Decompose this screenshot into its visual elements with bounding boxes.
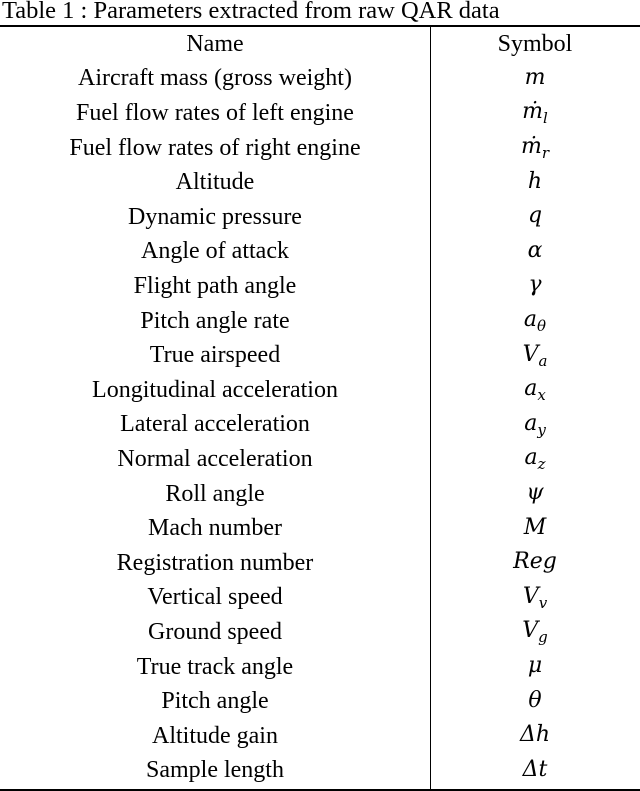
parameter-symbol [430,65,640,93]
table-row [0,62,640,97]
header-symbol: Symbol [497,30,573,57]
parameter-name: Fuel flow rates of left engine [76,99,354,126]
table-row [0,754,640,789]
parameter-name: Aircraft mass (gross weight) [78,65,352,92]
parameter-symbol [430,411,640,439]
symbol-subscript: v [538,593,548,612]
parameter-symbol [430,99,640,127]
symbol-base: ṁ [522,99,544,125]
symbol-base: a [524,410,538,436]
table-row [0,96,640,131]
parameter-symbol [430,618,640,646]
table-row [0,615,640,650]
table-header-row [0,27,640,62]
parameters-table [0,25,640,791]
table-row [0,546,640,581]
parameter-name: Pitch angle rate [140,307,290,334]
parameter-name: Mach number [148,515,282,542]
symbol-subscript: l [543,109,548,128]
symbol-subscript: x [537,386,546,405]
header-name: Name [186,30,244,57]
table-row [0,338,640,373]
table-row [0,304,640,339]
table-row [0,408,640,443]
symbol-base: γ [528,272,542,298]
parameter-symbol [430,653,640,681]
parameter-symbol [430,549,640,577]
parameter-symbol [430,134,640,162]
parameter-symbol [430,307,640,335]
symbol-base: ψ [526,480,544,506]
symbol-base: a [523,307,538,333]
symbol-base: M [523,514,547,540]
table-row [0,165,640,200]
table-caption: Table 1 : Parameters extracted from raw QAR data [2,0,500,24]
symbol-base: θ [528,687,542,713]
parameter-symbol [430,342,640,370]
symbol-base: V [522,583,539,609]
symbol-subscript: θ [537,317,547,336]
parameter-name: Registration number [116,549,314,576]
table-row [0,684,640,719]
parameter-name: Dynamic pressure [128,203,302,230]
parameter-symbol [430,376,640,404]
symbol-subscript: g [538,628,548,647]
symbol-base: α [527,237,543,263]
parameter-symbol [430,169,640,197]
symbol-base: Δh [519,722,551,748]
parameter-name: True track angle [136,653,294,680]
table-row [0,581,640,616]
symbol-subscript: z [537,455,546,474]
parameter-name: Sample length [146,757,284,784]
parameter-symbol [430,445,640,473]
table-row [0,442,640,477]
table-row [0,373,640,408]
parameter-name: Angle of attack [141,238,289,265]
parameter-name: Pitch angle [161,688,269,715]
parameter-symbol [430,584,640,612]
table-row [0,719,640,754]
symbol-base: a [524,376,538,402]
parameter-symbol [430,238,640,266]
symbol-subscript: y [537,420,546,439]
symbol-base: μ [527,653,543,679]
table-row [0,477,640,512]
parameter-symbol [430,515,640,543]
parameter-name: Altitude gain [152,722,278,749]
parameter-name: True airspeed [149,342,281,369]
table-row [0,650,640,685]
parameter-name: Longitudinal acceleration [92,376,338,403]
parameter-symbol [430,272,640,300]
table-row [0,269,640,304]
symbol-base: h [527,168,543,194]
symbol-base: m [524,64,546,90]
symbol-base: V [522,341,539,367]
symbol-subscript: r [541,144,550,163]
parameter-name: Roll angle [165,480,265,507]
symbol-base: a [524,445,538,471]
parameter-symbol [430,480,640,508]
parameter-name: Lateral acceleration [120,411,310,438]
parameter-name: Flight path angle [133,272,297,299]
symbol-base: Reg [513,549,557,575]
parameter-name: Fuel flow rates of right engine [69,134,361,161]
symbol-base: q [527,203,543,229]
table-row [0,200,640,235]
symbol-base: ṁ [520,134,542,160]
table-row [0,235,640,270]
symbol-base: V [522,618,539,644]
parameter-symbol [430,688,640,716]
parameter-name: Ground speed [148,618,282,645]
table-row [0,511,640,546]
parameter-symbol [430,757,640,785]
table-row [0,131,640,166]
symbol-subscript: a [538,351,548,370]
parameter-symbol [430,722,640,750]
symbol-base: Δt [522,756,548,782]
parameter-name: Vertical speed [147,584,283,611]
parameter-name: Altitude [175,169,255,196]
parameter-symbol [430,203,640,231]
parameter-name: Normal acceleration [117,445,313,472]
